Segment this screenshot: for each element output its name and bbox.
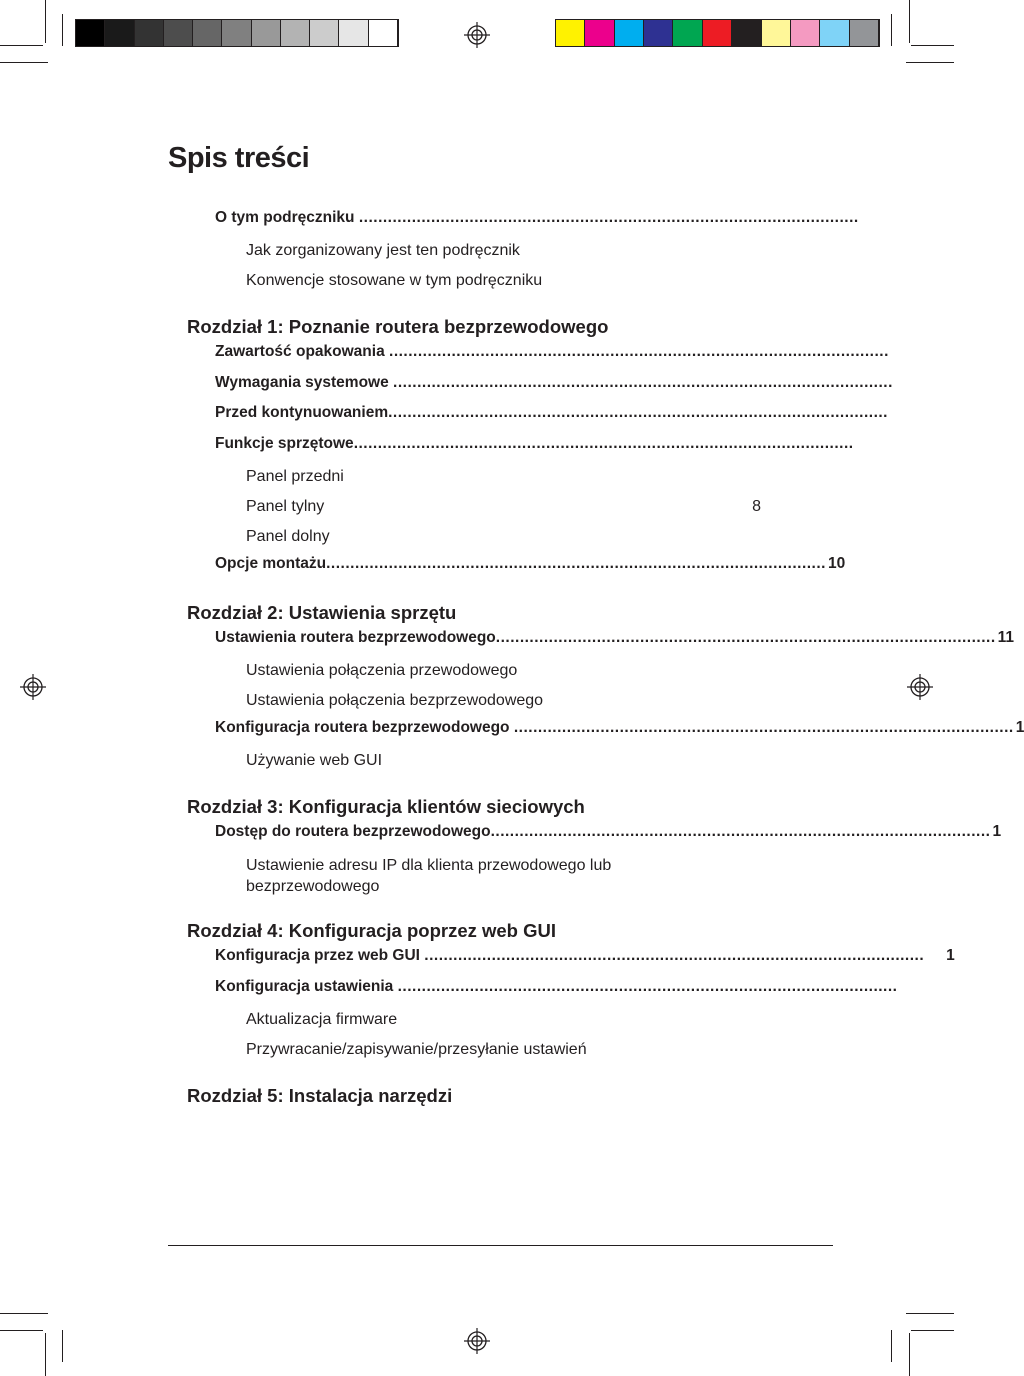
toc-subentry-label: Konwencje stosowane w tym podręczniku [246, 272, 543, 289]
page-title: Spis treści [168, 142, 310, 174]
toc-entry-label: Funkcje sprzętowe [215, 435, 354, 452]
toc-subentry-label: Aktualizacja firmware [246, 1011, 398, 1028]
color-swatch [644, 20, 673, 46]
color-swatch [310, 20, 339, 46]
crop-mark [0, 45, 43, 46]
toc-subentry-label: Przywracanie/zapisywanie/przesyłanie ustawień [246, 1041, 587, 1058]
color-swatch [339, 20, 368, 46]
toc-chapter-heading[interactable]: Rozdział 2: Ustawienia sprzętu [187, 602, 457, 623]
color-swatch [820, 20, 849, 46]
color-swatch [703, 20, 732, 46]
footer-divider [168, 1245, 833, 1246]
toc-entry-label: Wymagania systemowe [215, 374, 389, 391]
toc-entry[interactable] [215, 435, 854, 453]
toc-subentry[interactable] [246, 242, 761, 260]
toc-chapter-heading[interactable]: Rozdział 4: Konfiguracja poprzez web GUI [187, 920, 557, 941]
toc-subentry-label: Panel dolny [246, 528, 330, 545]
color-swatch [850, 20, 879, 46]
toc-entry[interactable] [215, 947, 955, 965]
toc-entry-label: Zawartość opakowania [215, 343, 385, 360]
toc-entry[interactable] [215, 555, 846, 573]
toc-subentry[interactable] [246, 1011, 761, 1029]
toc-subentry[interactable] [246, 272, 761, 290]
toc-entry-label: Ustawienia routera bezprzewodowego [215, 629, 496, 646]
toc-entry-label: Konfiguracja routera bezprzewodowego [215, 719, 510, 736]
crop-mark [62, 1330, 63, 1362]
color-swatch [762, 20, 791, 46]
toc-entry[interactable] [215, 404, 888, 422]
toc-subentry-label: Panel przedni [246, 468, 344, 485]
color-swatch [556, 20, 585, 46]
crop-mark [911, 1330, 954, 1331]
crop-mark [0, 1313, 48, 1314]
crop-mark [45, 0, 46, 43]
toc-entry[interactable] [215, 343, 889, 361]
toc-page-number: 1 [992, 823, 1002, 840]
registration-mark-icon [20, 674, 46, 700]
color-swatch [369, 20, 398, 46]
crop-mark [909, 1333, 910, 1376]
crop-mark [911, 45, 954, 46]
toc-page-number: 10 [827, 555, 846, 572]
process-color-bar [555, 19, 880, 47]
toc-dot-leader: ........................................................................................................ [490, 823, 991, 840]
toc-entry[interactable] [215, 719, 1024, 737]
color-swatch [281, 20, 310, 46]
color-swatch [791, 20, 820, 46]
toc-subentry[interactable] [246, 752, 761, 770]
registration-mark-icon [464, 1328, 490, 1354]
toc-subentry[interactable] [246, 528, 761, 546]
registration-mark-icon [907, 674, 933, 700]
toc-entry-label: Konfiguracja przez web GUI [215, 947, 420, 964]
crop-mark [906, 62, 954, 63]
toc-entry-label: O tym podręczniku [215, 209, 355, 226]
toc-entry-label: Przed kontynuowaniem [215, 404, 389, 421]
toc-subentry[interactable] [246, 498, 761, 516]
toc-page-number: 11 [997, 629, 1015, 646]
toc-subentry[interactable] [246, 1041, 761, 1059]
toc-dot-leader: ........................................................................................................ [393, 374, 893, 391]
toc-dot-leader: ........................................................................................................ [495, 629, 996, 646]
crop-mark [0, 62, 48, 63]
toc-subentry[interactable] [246, 662, 761, 680]
toc-dot-leader: ........................................................................................................ [358, 209, 859, 226]
toc-dot-leader: ........................................................................................................ [513, 719, 1014, 736]
toc-chapter-heading[interactable]: Rozdział 1: Poznanie routera bezprzewodowego [187, 316, 609, 337]
toc-entry[interactable] [215, 978, 898, 996]
toc-dot-leader: ........................................................................................................ [389, 343, 889, 360]
crop-mark [909, 0, 910, 43]
crop-mark [891, 14, 892, 46]
crop-mark [45, 1333, 46, 1376]
toc-dot-leader: ........................................................................................................ [397, 978, 898, 995]
grayscale-color-bar [75, 19, 399, 47]
toc-entry-label: Konfiguracja ustawienia [215, 978, 394, 995]
color-swatch [76, 20, 105, 46]
toc-entry[interactable] [215, 823, 1002, 841]
registration-mark-icon [464, 22, 490, 48]
toc-dot-leader: ........................................................................................................ [424, 947, 925, 964]
crop-mark [62, 14, 63, 46]
color-swatch [585, 20, 614, 46]
color-swatch [164, 20, 193, 46]
toc-entry[interactable] [215, 209, 859, 227]
toc-page-number: 1 [946, 947, 955, 964]
color-swatch [732, 20, 761, 46]
color-swatch [135, 20, 164, 46]
color-swatch [193, 20, 222, 46]
toc-chapter-heading[interactable]: Rozdział 5: Instalacja narzędzi [187, 1085, 453, 1106]
color-swatch [105, 20, 134, 46]
toc-subentry-label: Używanie web GUI [246, 752, 383, 769]
color-swatch [252, 20, 281, 46]
toc-dot-leader: ........................................................................................................ [326, 555, 826, 572]
toc-subentry-label: Ustawienia połączenia bezprzewodowego [246, 692, 544, 709]
color-swatch [673, 20, 702, 46]
toc-entry[interactable] [215, 374, 893, 392]
toc-entry[interactable] [215, 629, 1015, 647]
toc-dot-leader: ........................................................................................................ [353, 435, 854, 452]
toc-page-number: 8 [752, 498, 761, 515]
toc-subentry-label: Panel tylny [246, 498, 325, 515]
toc-subentry[interactable]: Ustawienie adresu IP dla klienta przewodowego lub bezprzewodowego [246, 857, 612, 895]
toc-subentry-label: Jak zorganizowany jest ten podręcznik [246, 242, 520, 259]
toc-entry-label: Dostęp do routera bezprzewodowego [215, 823, 491, 840]
crop-mark [891, 1330, 892, 1362]
toc-entry-label: Opcje montażu [215, 555, 327, 572]
color-swatch [222, 20, 251, 46]
crop-mark [0, 1330, 43, 1331]
toc-dot-leader: ........................................................................................................ [388, 404, 888, 421]
toc-page-number: 1 [1015, 719, 1024, 736]
toc-subentry[interactable] [246, 468, 761, 486]
toc-subentry-label: Ustawienia połączenia przewodowego [246, 662, 518, 679]
toc-chapter-heading[interactable]: Rozdział 3: Konfiguracja klientów sieciowych [187, 796, 585, 817]
toc-subentry[interactable] [246, 692, 761, 710]
color-swatch [615, 20, 644, 46]
crop-mark [906, 1313, 954, 1314]
